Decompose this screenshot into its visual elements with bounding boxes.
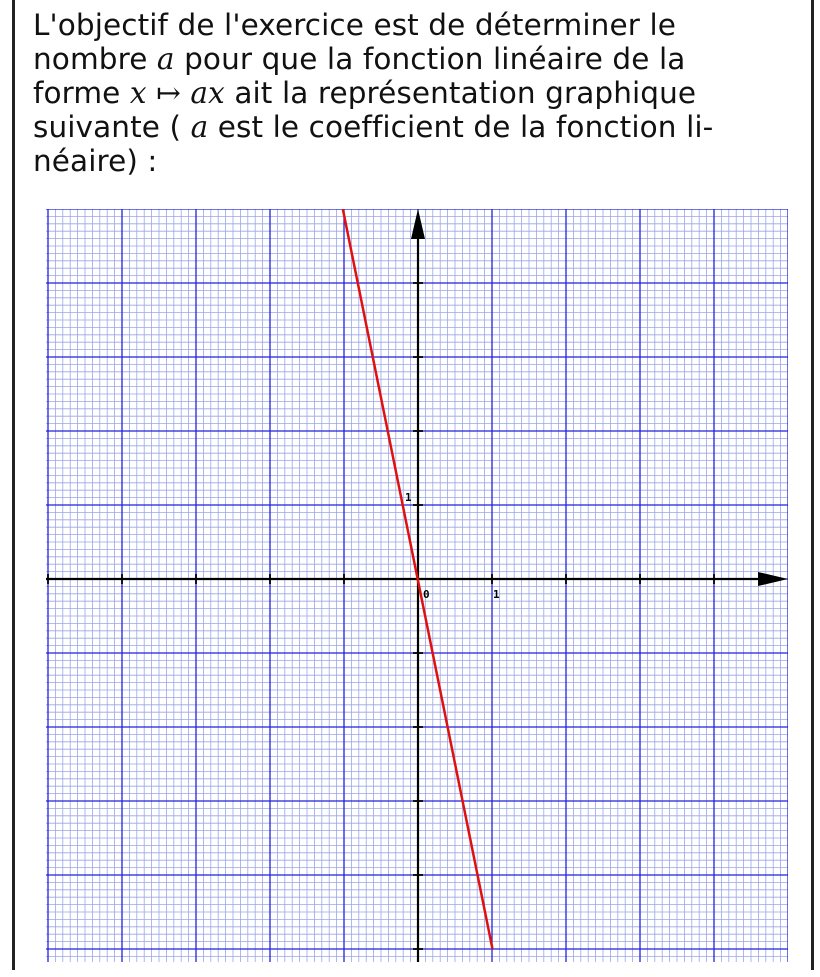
prompt-text: est le coefficient de la fonction li- — [208, 110, 714, 144]
graph-canvas — [46, 209, 788, 962]
exercise-prompt — [33, 8, 793, 178]
prompt-text: pour que la fonction linéaire de la — [174, 42, 686, 76]
prompt-line-5: néaire) : — [33, 144, 158, 178]
prompt-text: forme — [33, 76, 130, 110]
variable-a: a — [190, 110, 209, 144]
variable-a: a — [156, 42, 175, 76]
y-unit-label: 1 — [405, 491, 412, 504]
function-graph — [46, 209, 788, 962]
prompt-text: nombre — [33, 42, 157, 76]
prompt-line-1: L'objectif de l'exercice est de déterminer le — [33, 8, 676, 42]
prompt-line-3 — [33, 76, 793, 110]
prompt-line-4 — [33, 110, 793, 144]
prompt-line-2 — [33, 42, 793, 76]
x-unit-label: 1 — [493, 588, 500, 601]
function-mapping: x ↦ ax — [129, 76, 225, 110]
prompt-text: ait la représentation graphique — [224, 76, 697, 110]
prompt-text: suivante ( — [33, 110, 191, 144]
origin-label: 0 — [423, 588, 430, 601]
